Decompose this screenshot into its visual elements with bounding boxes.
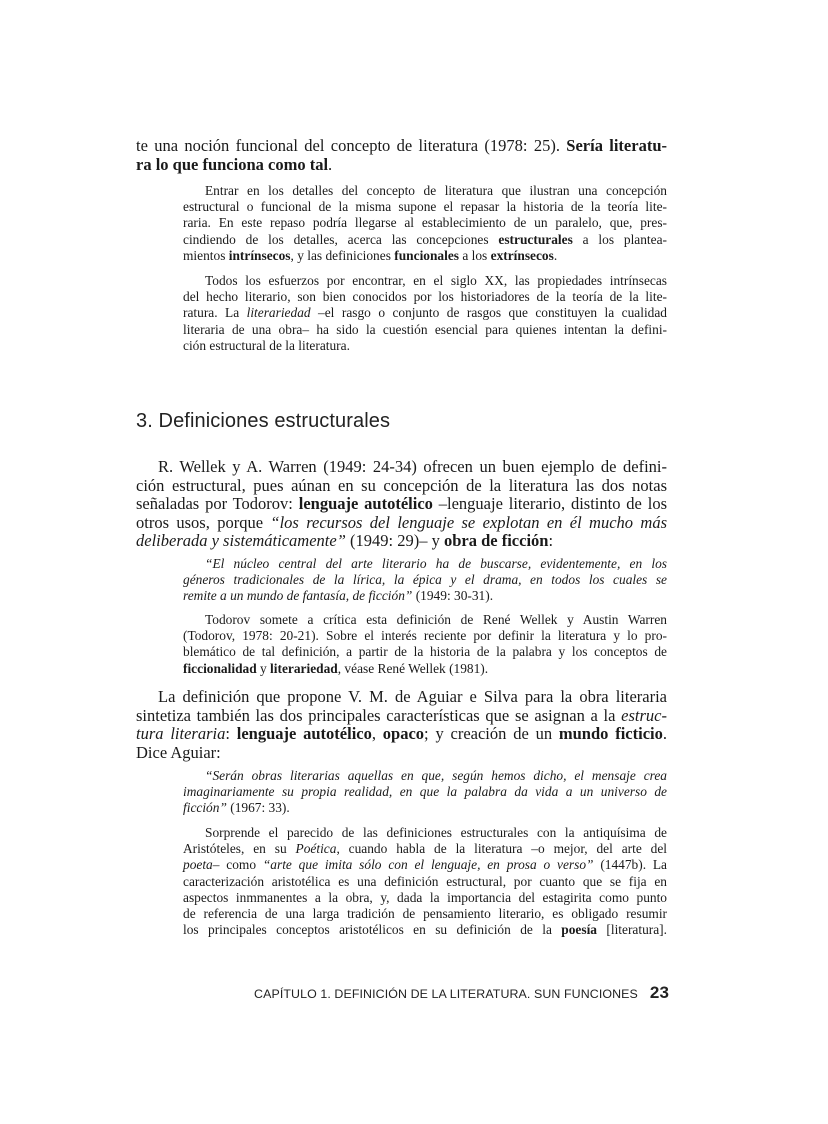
text-line: Todorov somete a crítica esta definición de René Wellek y Austin Warren [205, 612, 667, 627]
text-line: ra lo que funciona como tal. [136, 154, 333, 174]
page-footer [254, 983, 669, 1003]
text-line: “El núcleo central del arte literario ha de buscarse, evidentemente, en los [205, 556, 667, 571]
text-line: tura literaria: lenguaje autotélico, opaco; y creación de un mundo ficticio. [136, 724, 667, 744]
body-paragraph [136, 458, 667, 551]
block-quote [183, 556, 667, 605]
text-line: te una noción funcional del concepto de literatura (1978: 25). Sería literatu- [136, 136, 667, 155]
text-line: otros usos, porque “los recursos del lenguaje se explotan en él mucho más [136, 512, 667, 532]
indented-note [183, 183, 667, 264]
text-line: caracterización aristotélica es una definición estructural, por cuanto que se fija en [183, 873, 667, 889]
text-line: del hecho literario, son bien conocidos por los historiadores de la teoría de la lite- [183, 289, 667, 305]
text-line: aspectos inmmanentes a la obra, y, dada la importancia del estagirita como punto [183, 889, 667, 905]
running-title: CAPÍTULO 1. DEFINICIÓN DE LA LITERATURA. SUN FUNCIONES [254, 987, 638, 1001]
text-line: R. Wellek y A. Warren (1949: 24-34) ofrecen un buen ejemplo de defini- [158, 457, 667, 476]
text-line: La definición que propone V. M. de Aguiar e Silva para la obra literaria [158, 687, 667, 706]
text-line: estructural o funcional de la misma supone el repasar la historia de la teoría lite- [183, 199, 667, 215]
body-paragraph [136, 688, 667, 762]
page-number: 23 [649, 983, 669, 1002]
text-line: Dice Aguiar: [136, 742, 221, 762]
text-line: poeta– como “arte que imita sólo con el lenguaje, en prosa o verso” (1447b). La [183, 857, 668, 873]
text-line: imaginariamente su propia realidad, en que la palabra da vida a un universo de [183, 784, 667, 800]
indented-note [183, 825, 667, 938]
indented-note [183, 612, 667, 677]
indented-note [183, 273, 667, 354]
section-heading: 3. Definiciones estructurales [136, 410, 391, 432]
text-line: de referencia de una larga tradición de pensamiento literario, es obligado resumir [183, 906, 667, 922]
text-line: ción estructural de la literatura. [183, 337, 350, 353]
text-line: géneros tradicionales de la lírica, la épica y el drama, en todos los cuales se [183, 572, 667, 588]
text-line: ficcionalidad y literariedad, véase René Wellek (1981). [183, 660, 489, 676]
text-line: “Serán obras literarias aquellas en que, según hemos dicho, el mensaje crea [205, 768, 667, 783]
text-line: remite a un mundo de fantasía, de ficción” (1949: 30-31). [183, 588, 494, 604]
text-line: señaladas por Todorov: lenguaje autotélico –lenguaje literario, distinto de los [136, 494, 667, 514]
text-line: ficción” (1967: 33). [183, 800, 290, 816]
text-line: raria. En este repaso podría llegarse al establecimiento de un paralelo, que, pres- [183, 215, 667, 231]
body-paragraph [136, 137, 667, 174]
text-line: Todos los esfuerzos por encontrar, en el siglo XX, las propiedades intrínsecas [205, 273, 667, 288]
text-line: cindiendo de los detalles, acerca las concepciones estructurales a los plantea- [183, 231, 668, 247]
text-line: sintetiza también las dos principales características que se asignan a la estruc- [136, 705, 667, 725]
text-line: (Todorov, 1978: 20-21). Sobre el interés reciente por definir la literatura y lo pro- [183, 628, 667, 644]
text-line: ción estructural, pues aúnan en su concepción de la literatura las dos notas [136, 475, 667, 495]
text-line: blemático de tal definición, a partir de la historia de la palabra y los conceptos de [183, 644, 667, 660]
text-line: Entrar en los detalles del concepto de literatura que ilustran una concepción [205, 183, 667, 198]
text-line: literaria de una obra– ha sido la cuestión esencial para quienes intentan la defini- [183, 321, 667, 337]
text-line: mientos intrínsecos, y las definiciones funcionales a los extrínsecos. [183, 247, 558, 263]
text-line: deliberada y sistemáticamente” (1949: 29)– y obra de ficción: [136, 531, 554, 551]
text-line: los principales conceptos aristotélicos en su definición de la poesía [literatura]. [183, 922, 667, 938]
block-quote [183, 768, 667, 817]
text-line: Aristóteles, en su Poética, cuando habla de la literatura –o mejor, del arte del [183, 841, 668, 857]
text-line: ratura. La literariedad –el rasgo o conjunto de rasgos que constituyen la cualidad [183, 305, 668, 321]
text-line: Sorprende el parecido de las definiciones estructurales con la antiquísima de [205, 825, 667, 840]
